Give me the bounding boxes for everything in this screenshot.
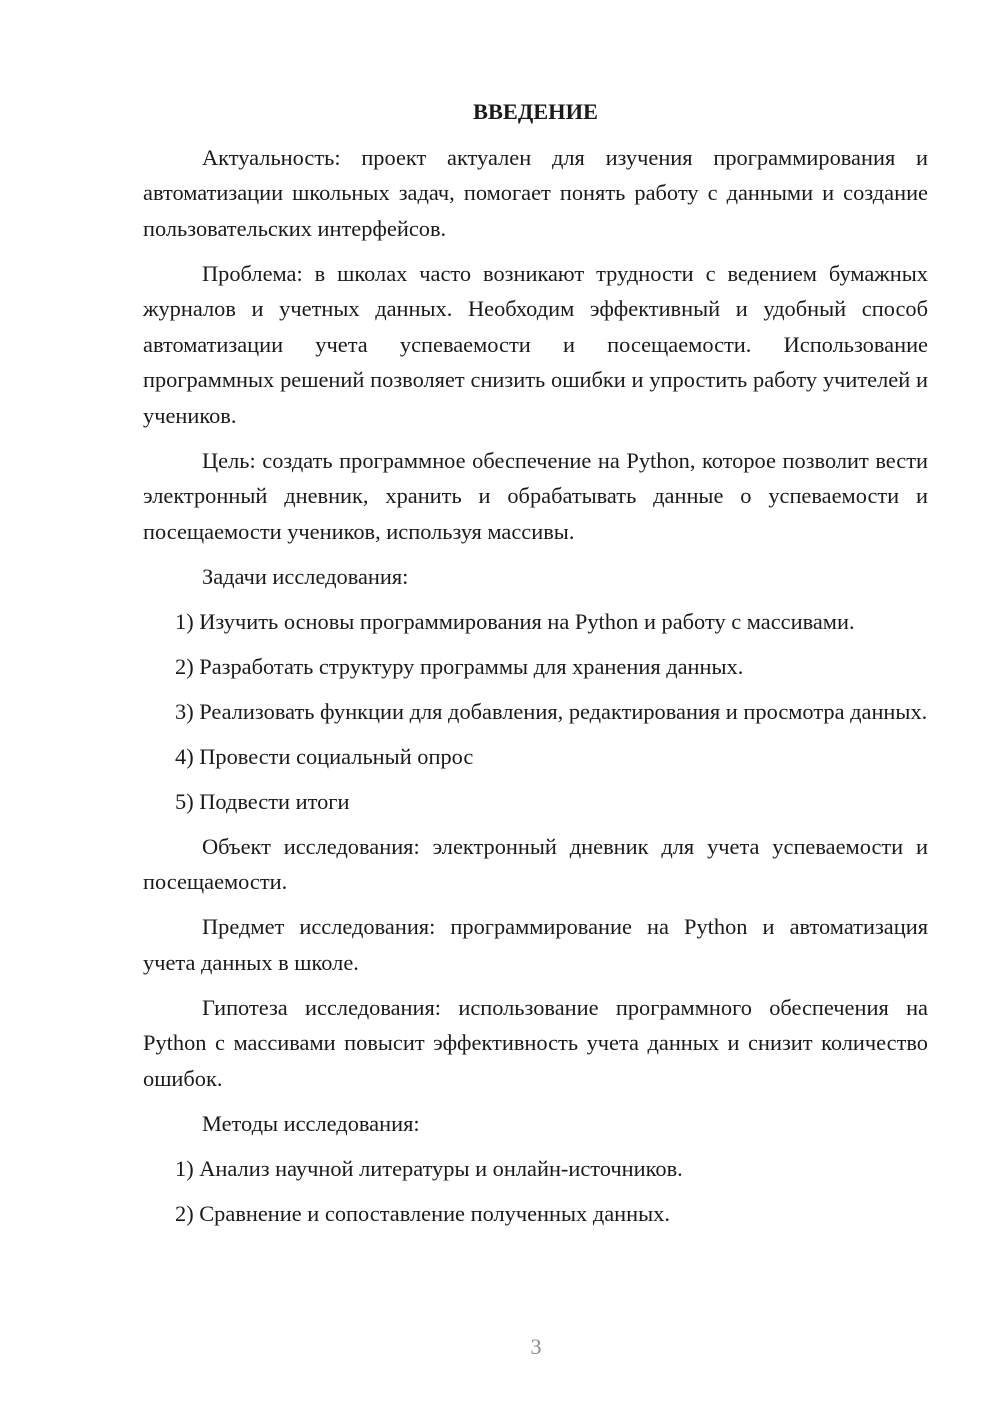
list-item-method-1: 1) Анализ научной литературы и онлайн-источников.: [175, 1155, 683, 1181]
paragraph-subject: Предмет исследования: программирование на Python и автоматизация учета данных в школе.: [143, 914, 928, 975]
list-item-task-4: 4) Провести социальный опрос: [175, 743, 474, 769]
paragraph-relevance: Актуальность: проект актуален для изучения программирования и автоматизации школьных задач, помогает понять работу с данными и создание пользовательских интерфейсов.: [143, 144, 928, 241]
paragraph-problem: Проблема: в школах часто возникают трудности с ведением бумажных журналов и учетных данных. Необходим эффективный и удобный способ автоматизации учета успеваемости и посещаемости. Использование программных решений позволяет снизить ошибки и упростить работу учителей и учеников.: [143, 260, 928, 428]
page-number: 3: [530, 1334, 542, 1359]
paragraph-tasks-title: Задачи исследования:: [202, 563, 409, 589]
paragraph-hypothesis: Гипотеза исследования: использование программного обеспечения на Python с массивами повысит эффективность учета данных и снизит количество ошибок.: [143, 994, 928, 1091]
list-item-task-5: 5) Подвести итоги: [175, 788, 350, 814]
list-item-task-2: 2) Разработать структуру программы для хранения данных.: [175, 653, 744, 679]
section-heading: ВВЕДЕНИЕ: [473, 99, 598, 124]
page-content: [143, 94, 928, 1241]
list-item-method-2: 2) Сравнение и сопоставление полученных данных.: [175, 1200, 670, 1226]
paragraph-object: Объект исследования: электронный дневник для учета успеваемости и посещаемости.: [143, 833, 928, 894]
paragraph-methods-title: Методы исследования:: [202, 1110, 420, 1136]
paragraph-goal: Цель: создать программное обеспечение на Python, которое позволит вести электронный дневник, хранить и обрабатывать данные о успеваемости и посещаемости учеников, используя массивы.: [143, 447, 928, 544]
list-item-task-1: 1) Изучить основы программирования на Python и работу с массивами.: [175, 608, 855, 634]
list-item-task-3: 3) Реализовать функции для добавления, редактирования и просмотра данных.: [175, 698, 928, 724]
